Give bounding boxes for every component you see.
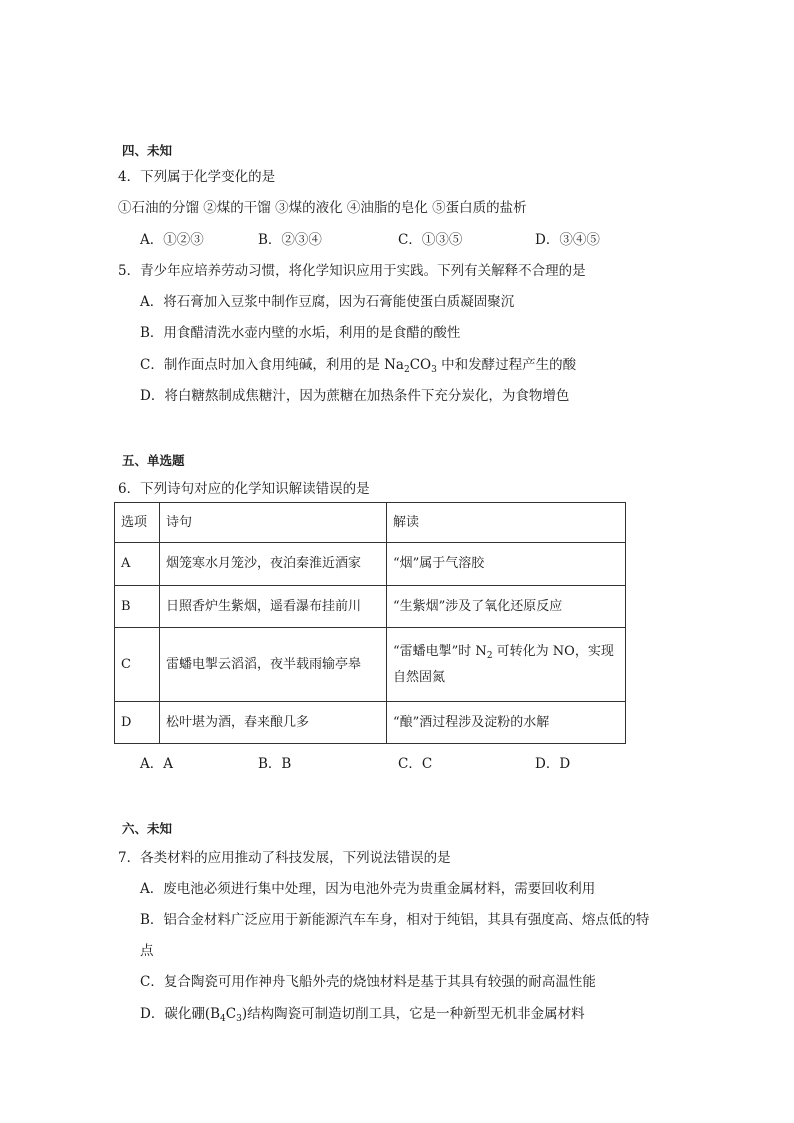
question-6-option-d: D．D [535,756,571,772]
row-interpretation: “酿”酒过程涉及淀粉的水解 [387,702,626,744]
section-title-6: 六、未知 [122,821,173,836]
row-poem: 雷蟠电掣云滔滔，夜半载雨输亭皋 [160,628,387,702]
table-row [115,586,626,628]
question-4-option-c: C．①③⑤ [398,232,463,248]
question-5-option-c: C．制作面点时加入食用纯碱，利用的是 $Na_2CO_3$ 中和发酵过程产生的酸 [140,357,577,375]
section-title-4: 四、未知 [122,143,173,158]
question-6-stem: 6．下列诗句对应的化学知识解读错误的是 [118,481,370,497]
question-7-option-d: D．碳化硼$(B_4C_3)$结构陶瓷可制造切削工具，它是一种新型无机非金属材料 [140,1006,585,1024]
row-option: C [115,628,160,702]
header-poem: 诗句 [160,503,387,543]
question-4-stem: 4．下列属于化学变化的是 [118,169,276,185]
table-row [115,543,626,586]
question-7-option-a: A．废电池必须进行集中处理，因为电池外壳为贵重金属材料，需要回收利用 [140,881,596,897]
question-4-option-b: B．②③④ [258,232,322,248]
poem-table [114,502,626,744]
row-option: B [115,586,160,628]
header-interpretation: 解读 [387,503,626,543]
question-6-option-b: B．B [258,756,292,772]
question-5-stem: 5．青少年应培养劳动习惯，将化学知识应用于实践。下列有关解释不合理的是 [118,263,586,279]
question-4-option-d: D．③④⑤ [535,232,600,248]
row-option: D [115,702,160,744]
question-7-stem: 7．各类材料的应用推动了科技发展，下列说法错误的是 [118,850,451,866]
question-5-option-a: A．将石膏加入豆浆中制作豆腐，因为石膏能使蛋白质凝固聚沉 [140,294,515,310]
table-row [115,628,626,702]
question-4-option-a: A．①②③ [140,232,204,248]
question-6-option-a: A．A [140,756,173,772]
row-option: A [115,543,160,586]
row-interpretation: “生紫烟”涉及了氧化还原反应 [387,586,626,628]
question-5-option-b: B．用食醋清洗水壶内壁的水垢，利用的是食醋的酸性 [140,325,461,341]
question-4-items: ①石油的分馏 ②煤的干馏 ③煤的液化 ④油脂的皂化 ⑤蛋白质的盐析 [118,200,527,216]
row-poem: 烟笼寒水月笼沙，夜泊秦淮近酒家 [160,543,387,586]
row-poem: 日照香炉生紫烟，遥看瀑布挂前川 [160,586,387,628]
question-6-option-c: C．C [398,756,433,772]
row-poem: 松叶堪为酒，春来酿几多 [160,702,387,744]
section-title-5: 五、单选题 [122,453,185,468]
question-7-option-b-line1: B．铝合金材料广泛应用于新能源汽车车身，相对于纯铝，其具有强度高、熔点低的特 [140,912,650,928]
question-5-option-d: D．将白糖熬制成焦糖汁，因为蔗糖在加热条件下充分炭化，为食物增色 [140,388,570,404]
table-row [115,702,626,744]
header-option: 选项 [115,503,160,543]
row-interpretation: “烟”属于气溶胶 [387,543,626,586]
row-interpretation: “雷蟠电掣”时 $N_2$ 可转化为 NO，实现 自然固氮 [387,628,626,702]
table-header-row [115,503,626,543]
question-7-option-b-line2: 点 [140,943,154,959]
question-7-option-c: C．复合陶瓷可用作神舟飞船外壳的烧蚀材料是基于其具有较强的耐高温性能 [140,974,596,990]
